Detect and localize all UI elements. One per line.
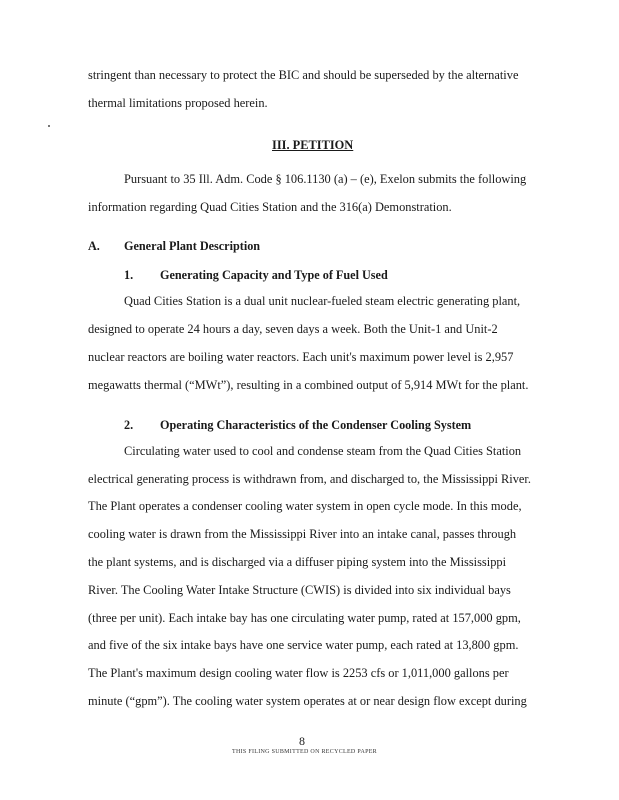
body-line: The Plant's maximum design cooling water flow is 2253 cfs or 1,011,000 gallons per — [88, 666, 509, 680]
subsection-title: General Plant Description — [124, 239, 261, 253]
footer-recycled-paper: THIS FILING SUBMITTED ON RECYCLED PAPER — [232, 749, 377, 755]
body-line: Quad Cities Station is a dual unit nuclear-fueled steam electric generating plant, — [124, 294, 521, 308]
item-title: Operating Characteristics of the Condenser Cooling System — [160, 418, 472, 432]
item-marker: 2. — [124, 418, 134, 432]
section-heading: III. PETITION — [272, 138, 354, 152]
body-line: information regarding Quad Cities Station and the 316(a) Demonstration. — [88, 200, 452, 214]
body-line: River. The Cooling Water Intake Structure (CWIS) is divided into six individual bays — [88, 583, 511, 597]
body-line: megawatts thermal (“MWt”), resulting in a combined output of 5,914 MWt for the plant. — [88, 378, 529, 392]
body-line: and five of the six intake bays have one service water pump, each rated at 13,800 gpm. — [88, 638, 519, 652]
subsection-marker: A. — [88, 239, 100, 253]
body-line: nuclear reactors are boiling water reactors. Each unit's maximum power level is 2,957 — [88, 350, 514, 364]
body-line: Pursuant to 35 Ill. Adm. Code § 106.1130 (a) – (e), Exelon submits the following — [124, 172, 527, 186]
body-line: the plant systems, and is discharged via a diffuser piping system into the Mississippi — [88, 555, 507, 569]
body-line: minute (“gpm”). The cooling water system operates at or near design flow except during — [88, 694, 527, 708]
body-line: electrical generating process is withdrawn from, and discharged to, the Mississippi River. — [88, 472, 531, 486]
body-line: stringent than necessary to protect the BIC and should be superseded by the alternative — [88, 68, 519, 82]
body-line: (three per unit). Each intake bay has one circulating water pump, rated at 157,000 gpm, — [88, 611, 521, 625]
body-line: thermal limitations proposed herein. — [88, 96, 268, 110]
body-line: The Plant operates a condenser cooling water system in open cycle mode. In this mode, — [88, 499, 522, 513]
item-title: Generating Capacity and Type of Fuel Used — [160, 268, 388, 282]
body-line: designed to operate 24 hours a day, seven days a week. Both the Unit-1 and Unit-2 — [88, 322, 498, 336]
page-number: 8 — [299, 734, 305, 748]
body-line: Circulating water used to cool and condense steam from the Quad Cities Station — [124, 444, 522, 458]
scan-speck — [48, 125, 50, 127]
item-marker: 1. — [124, 268, 134, 282]
body-line: cooling water is drawn from the Mississippi River into an intake canal, passes through — [88, 527, 517, 541]
